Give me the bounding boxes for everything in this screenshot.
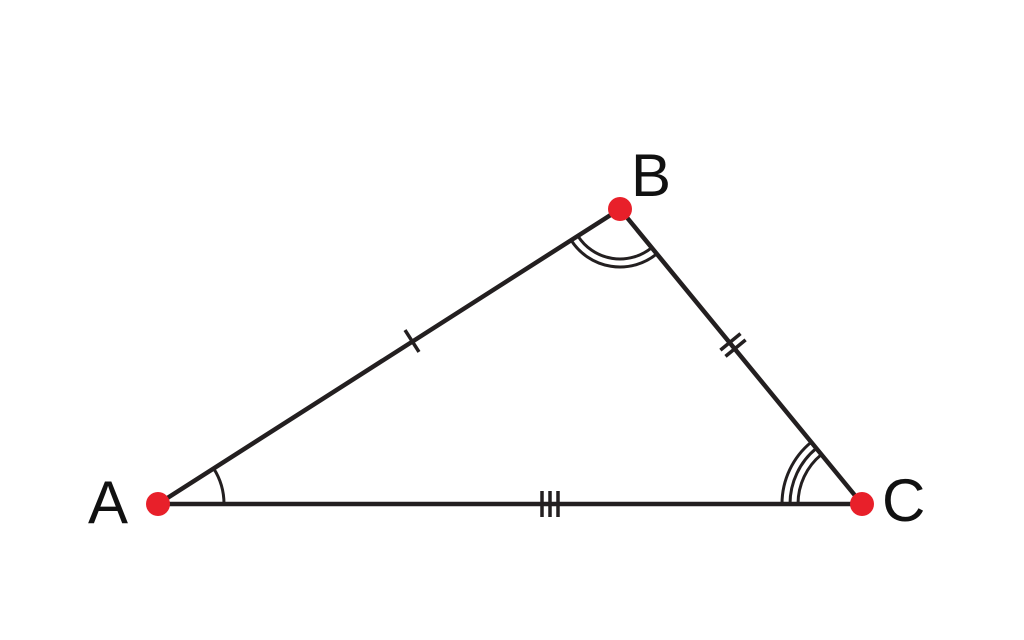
angle-arc-c-3 — [798, 455, 821, 504]
angle-arc-b-2 — [578, 236, 652, 259]
side-ab — [158, 209, 620, 504]
vertex-label-c: C — [882, 467, 926, 534]
vertex-point-a — [146, 492, 170, 516]
angle-arc-a-1 — [214, 468, 224, 504]
vertex-label-a: A — [88, 469, 129, 536]
vertex-label-b: B — [631, 142, 672, 209]
tick-marks — [405, 330, 746, 517]
vertex-point-c — [850, 492, 874, 516]
vertex-point-b — [608, 197, 632, 221]
